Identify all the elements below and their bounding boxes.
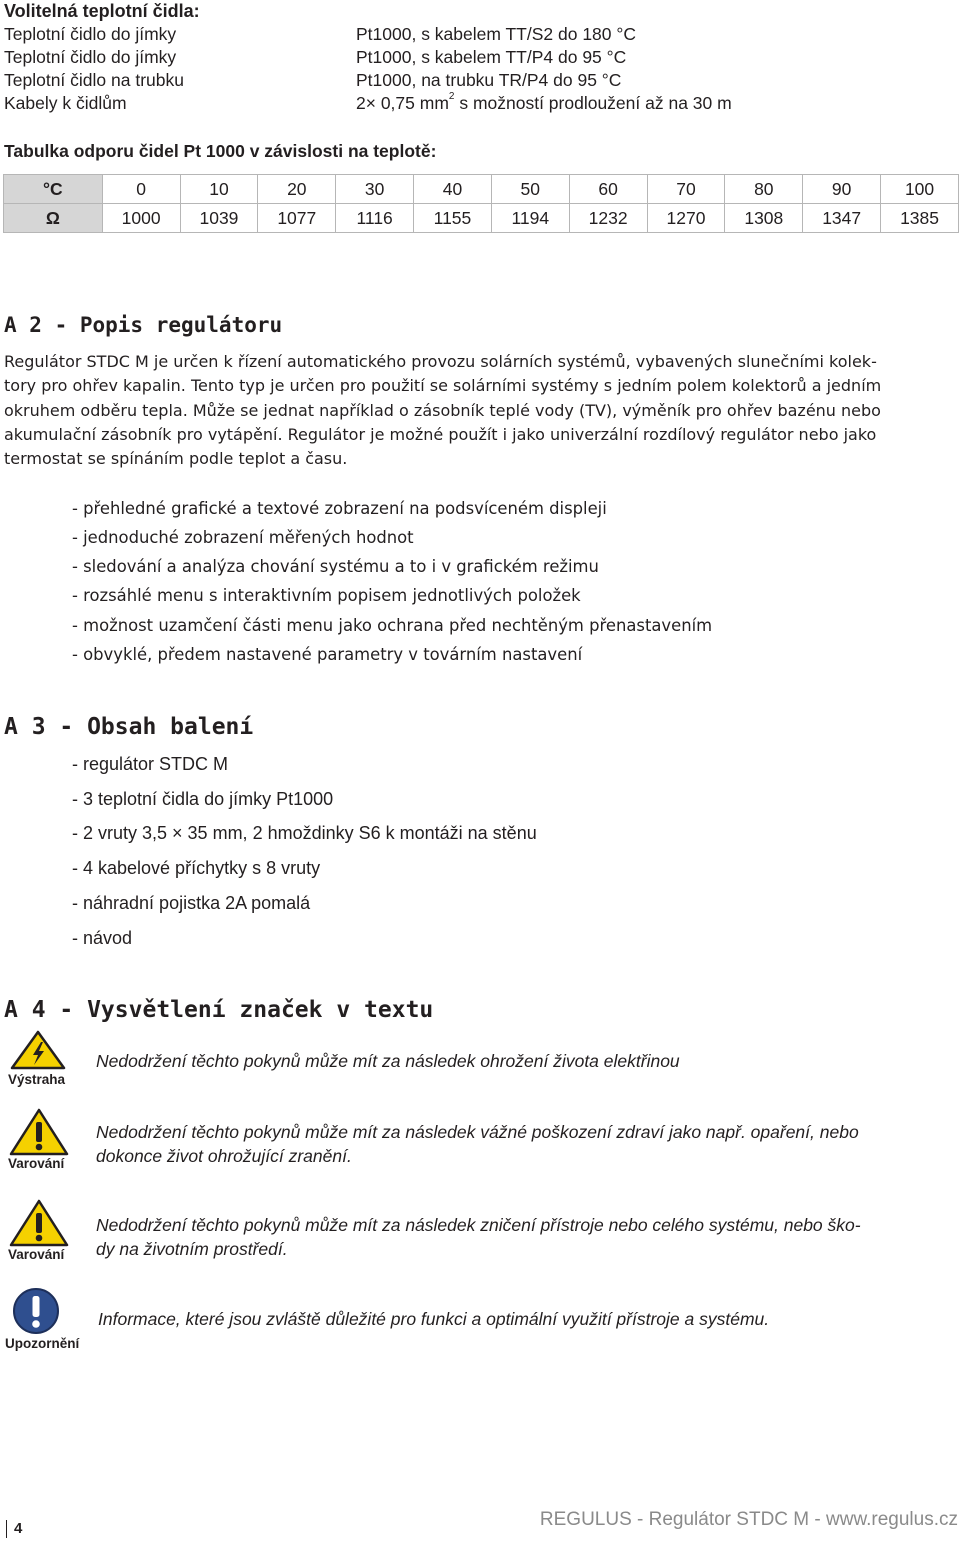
table-cell: 1385 [881, 204, 959, 233]
paragraph-line: akumulační zásobník pro vytápění. Regulátor je možné použít i jako univerzální rozdílový regulátor nebo jako [4, 424, 877, 444]
table-cell: 1270 [647, 204, 725, 233]
feature-item: - obvyklé, předem nastavené parametry v továrním nastavení [72, 645, 583, 664]
sensor-value: Pt1000, s kabelem TT/S2 do 180 °C [356, 24, 637, 44]
section-heading-a4: A 4 - Vysvětlení značek v textu [4, 997, 434, 1023]
info-exclamation-icon [4, 1286, 76, 1336]
package-item: - 4 kabelové příchytky s 8 vruty [72, 858, 321, 878]
paragraph-line: tory pro ohřev kapalin. Tento typ je určen pro použití se solárními systémy s jedním polem kolektorů a jedním [4, 376, 882, 396]
package-item: - regulátor STDC M [72, 754, 229, 774]
warning-exclamation-icon [8, 1199, 70, 1247]
symbol-label: Upozornění [5, 1336, 80, 1351]
warning-exclamation-icon [8, 1108, 70, 1156]
footer-brand: REGULUS - Regulátor STDC M - www.regulus.cz [539, 1509, 958, 1530]
electric-hazard-symbol [8, 1030, 68, 1087]
table-cell: 1039 [180, 204, 258, 233]
resistance-table-title: Tabulka odporu čidel Pt 1000 v závislosti na teplotě: [4, 141, 437, 161]
table-cell: 1308 [725, 204, 803, 233]
sensors-title: Volitelná teplotní čidla: [4, 1, 200, 21]
package-item: - návod [72, 928, 133, 948]
notice-symbol [4, 1286, 80, 1356]
package-item: - 2 vruty 3,5 × 35 mm, 2 hmoždinky S6 k montáži na stěnu [72, 823, 537, 843]
page-number: 4 [14, 1520, 23, 1537]
sensor-name: Teplotní čidlo do jímky [4, 47, 177, 67]
temperature-unit-cell: °C [4, 175, 103, 204]
table-cell: 0 [102, 175, 180, 204]
symbol-description: Nedodržení těchto pokynů může mít za následek ohrožení života elektřinou [96, 1051, 680, 1071]
table-cell: 1000 [102, 204, 180, 233]
table-cell: 70 [647, 175, 725, 204]
resistance-table [3, 174, 959, 233]
table-cell: 10 [180, 175, 258, 204]
table-cell: 90 [803, 175, 881, 204]
feature-item: - přehledné grafické a textové zobrazení na podsvíceném displeji [72, 499, 607, 518]
sensor-name: Teplotní čidlo do jímky [4, 24, 177, 44]
symbol-label: Varování [8, 1156, 65, 1171]
sensor-value: Pt1000, na trubku TR/P4 do 95 °C [356, 70, 622, 90]
table-row-temperature [4, 175, 959, 204]
paragraph-line: okruhem odběru tepla. Může se jednat například o zásobník teplé vody (TV), výměník pro ohřev bazénu nebo [4, 400, 881, 420]
feature-item: - rozsáhlé menu s interaktivním popisem jednotlivých položek [72, 586, 581, 605]
table-cell: 1232 [569, 204, 647, 233]
section-heading-a2: A 2 - Popis regulátoru [4, 313, 283, 337]
electric-hazard-icon [8, 1030, 68, 1070]
table-cell: 40 [414, 175, 492, 204]
table-row-resistance [4, 204, 959, 233]
table-cell: 50 [491, 175, 569, 204]
symbol-description: Informace, které jsou zvláště důležité pro funkci a optimální využití přístroje a systému. [98, 1309, 770, 1329]
section-heading-a3: A 3 - Obsah balení [4, 714, 254, 740]
table-cell: 20 [258, 175, 336, 204]
table-cell: 1194 [491, 204, 569, 233]
feature-item: - jednoduché zobrazení měřených hodnot [72, 528, 414, 547]
package-item: - náhradní pojistka 2A pomalá [72, 893, 311, 913]
symbol-label: Výstraha [8, 1072, 66, 1087]
cables-row [4, 93, 954, 117]
ohm-unit-cell: Ω [4, 204, 103, 233]
symbol-description: Nedodržení těchto pokynů může mít za následek vážné poškození zdraví jako např. opaření, nebo dokonce život ohrožující zranění. [96, 1122, 859, 1166]
description-paragraph [4, 350, 960, 471]
cables-value: 2× 0,75 $mm^2$ s možností prodloužení až na 30 m [356, 91, 732, 113]
sensor-row [4, 70, 954, 94]
feature-item: - sledování a analýza chování systému a to i v grafickém režimu [72, 557, 599, 576]
paragraph-line: Regulátor STDC M je určen k řízení automatického provozu solárních systémů, vybavených slunečními kolek- [4, 352, 877, 371]
symbol-label: Varování [8, 1247, 65, 1262]
symbol-description: Nedodržení těchto pokynů může mít za následek zničení přístroje nebo celého systému, nebo ško- dy na životním prostředí. [96, 1215, 861, 1259]
table-cell: 1077 [258, 204, 336, 233]
sensor-value: Pt1000, s kabelem TT/P4 do 95 °C [356, 47, 627, 67]
table-cell: 1347 [803, 204, 881, 233]
warning-symbol [8, 1199, 70, 1265]
sensor-name: Teplotní čidlo na trubku [4, 70, 184, 90]
footer-divider [6, 1520, 7, 1538]
table-cell: 1155 [414, 204, 492, 233]
cables-name: Kabely k čidlům [4, 93, 127, 113]
warning-symbol [8, 1108, 70, 1174]
paragraph-line: termostat se spínáním podle teplot a času. [4, 449, 348, 469]
table-cell: 100 [881, 175, 959, 204]
sensor-row [4, 47, 954, 71]
table-cell: 80 [725, 175, 803, 204]
feature-item: - možnost uzamčení části menu jako ochrana před nechtěným přenastavením [72, 616, 713, 635]
table-cell: 1116 [336, 204, 414, 233]
package-item: - 3 teplotní čidla do jímky Pt1000 [72, 789, 334, 809]
table-cell: 60 [569, 175, 647, 204]
sensor-row [4, 24, 954, 48]
table-cell: 30 [336, 175, 414, 204]
